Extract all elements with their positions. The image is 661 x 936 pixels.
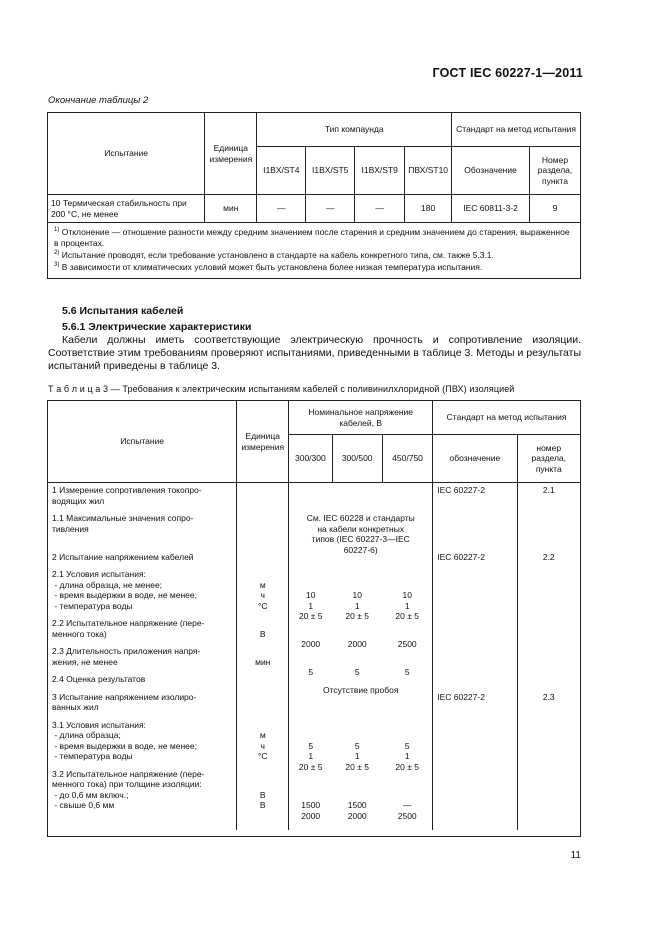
table-row-value: 10	[305, 590, 316, 600]
table-row-test-line: - время выдержки в воде, не менее;	[52, 740, 197, 751]
table-row-section	[522, 769, 576, 780]
table-row-standard	[437, 496, 512, 507]
table-row-test-line: - температура воды	[52, 751, 133, 761]
table-row-value: 5	[404, 740, 410, 751]
table-row-span-value: См. IEC 60228 и стандарты на кабели конкретных типов (IEC 60227-3—IEC 60227-6)	[306, 513, 415, 555]
table-row-value: 1	[354, 600, 360, 611]
table-row-unit	[241, 692, 284, 703]
table-row-test-line: тивления	[52, 523, 89, 534]
table-row-section	[522, 790, 576, 801]
table-row-value	[289, 562, 332, 573]
table-row-standard	[437, 720, 512, 731]
table-row-section	[522, 618, 576, 629]
t2-col-designation: Обозначение	[452, 147, 530, 195]
table-row-value	[289, 580, 332, 591]
table-row-standard	[437, 702, 512, 713]
table-row-value: 2500	[397, 639, 417, 649]
table-row-section	[522, 629, 576, 640]
table-row-unit: В	[259, 628, 266, 639]
table-3	[47, 400, 581, 837]
t2-compound-1: I1BX/ST4	[257, 147, 306, 195]
table-row-unit: В	[259, 789, 266, 800]
table-row-value: 2000	[347, 810, 367, 821]
table-row-test-line: водящих жил	[52, 495, 105, 506]
table-row-section	[522, 674, 576, 685]
page-number: 11	[570, 850, 581, 861]
table-row-value	[382, 713, 432, 724]
table-row-section	[522, 779, 576, 790]
table-row-standard	[437, 751, 512, 762]
table-row-test-line: 3.1 Условия испытания:	[52, 719, 146, 730]
table-row-value: 5	[308, 740, 314, 751]
table-row-section: 2.3	[542, 691, 555, 702]
table-row-test-line: менного тока)	[52, 628, 107, 639]
table-row-value: 1500	[301, 800, 321, 810]
t3-col-test-body	[48, 483, 237, 831]
table-row-value: 1	[404, 600, 410, 611]
table-row-value	[382, 580, 432, 591]
section-paragraph: Кабели должны иметь соответствующие электрическую прочность и сопротивление изоляции. Соответствие этим требованиям проверяют испытаниями, приведенными в таблице 3. Методы и результаты испытаний приведены в таблице 3.	[48, 334, 581, 372]
table-row-unit	[241, 779, 284, 790]
table-row-unit	[241, 769, 284, 780]
table-row-section	[522, 601, 576, 612]
t2-col-test: Испытание	[48, 113, 205, 195]
table-row-value: 2000	[301, 810, 321, 821]
t2-footnotes	[48, 223, 581, 279]
table-row-value: 2000	[301, 639, 321, 649]
t3-col-test: Испытание	[48, 401, 237, 483]
table-row-value	[332, 713, 382, 724]
table-row-standard	[437, 629, 512, 640]
table-row-section	[522, 800, 576, 811]
t3-col-std-body	[433, 483, 517, 831]
table-row-test-line: 2.4 Оценка результатов	[52, 674, 146, 684]
table-row-value: 1	[404, 751, 410, 761]
table-row-test-line: 1.1 Максимальные значения сопро-	[52, 513, 194, 523]
table-row-value	[332, 702, 382, 713]
table-row-span-value: Отсутствие пробоя	[322, 684, 399, 695]
table-row-value	[289, 702, 332, 713]
table-row-standard	[437, 779, 512, 790]
table-row-value	[332, 496, 382, 507]
t3-col-unit: Единица измерения	[237, 401, 289, 483]
table-row-standard: IEC 60227-2	[437, 551, 485, 562]
table-row-section	[522, 741, 576, 752]
t3-voltage-2: 300/500	[332, 435, 382, 483]
t2-col-unit: Единица измерения	[205, 113, 257, 195]
document-header: ГОСТ IEC 60227-1—2011	[432, 66, 583, 80]
table-row-test-line: жения, не менее	[52, 656, 118, 667]
table-row-value	[289, 629, 332, 640]
spacer	[437, 534, 512, 545]
spacer	[52, 534, 232, 545]
table-row-value	[289, 790, 332, 801]
t3-col-unit-body	[237, 483, 289, 831]
t2-row-v4: 180	[405, 195, 452, 223]
table-row-value	[332, 779, 382, 790]
table-row-unit	[241, 524, 284, 535]
table-row-test-line: ванных жил	[52, 702, 99, 712]
table-row-value: 5	[308, 667, 314, 677]
table-row-test-line: 2.2 Испытательное напряжение (пере-	[52, 618, 205, 628]
table-row-section	[522, 646, 576, 657]
table-row-value: 2000	[347, 639, 367, 649]
t3-col-section: номер раздела, пункта	[517, 435, 580, 483]
table-row-value	[382, 730, 432, 741]
table-row-unit	[241, 702, 284, 713]
table-row-value	[289, 496, 332, 507]
table-row-value: 20 ± 5	[345, 761, 369, 772]
t3-col-voltage: Номинальное напряжение кабелей, В	[289, 401, 433, 435]
table-row-standard: IEC 60227-2	[437, 691, 485, 702]
table-row-section	[522, 730, 576, 741]
table-row-value: 20 ± 5	[345, 611, 369, 621]
t2-col-standard: Стандарт на метод испытания	[452, 113, 581, 147]
table-row-value	[332, 485, 382, 496]
table-row-value	[382, 790, 432, 801]
table-row-value	[289, 485, 332, 496]
table-row-standard	[437, 580, 512, 591]
table-row-value: 20 ± 5	[298, 611, 323, 621]
table-row-unit: м	[259, 730, 266, 740]
table-row-value: 5	[404, 667, 410, 677]
table-row-standard	[437, 590, 512, 601]
table-row-standard	[437, 657, 512, 668]
table-row-value: 20 ± 5	[395, 761, 419, 772]
table-row-value: 1	[308, 600, 314, 611]
table-row-section	[522, 569, 576, 580]
table-row-standard	[437, 524, 512, 535]
table-row-value: 1500	[347, 800, 367, 810]
table-row-value: 10	[352, 590, 362, 600]
table-row-test-line: 3.2 Испытательное напряжение (пере-	[52, 768, 205, 779]
table-row-value	[289, 713, 332, 724]
table-row-standard	[437, 800, 512, 811]
table-row-unit: °С	[257, 751, 268, 761]
table-row-value	[332, 629, 382, 640]
footnote-3: $^{3)}$ В зависимости от климатических условий может быть установлена более низкая температура испытания.	[54, 262, 483, 273]
table-row-section	[522, 524, 576, 535]
table-row-standard	[437, 790, 512, 801]
table-row-unit: ч	[260, 740, 265, 751]
t3-voltage-1: 300/300	[289, 435, 332, 483]
table-row-test-line: 1 Измерение сопротивления токопро-	[52, 485, 202, 495]
table-row-section	[522, 513, 576, 524]
table-row-value	[382, 779, 432, 790]
table-row-test-line: - время выдержки в воде, не менее;	[52, 590, 197, 600]
t2-col-section: Номер раздела, пункта	[530, 147, 581, 195]
table-row-test-line: - длина образца, не менее;	[52, 579, 163, 590]
table-row-section	[522, 580, 576, 591]
table-row-unit: мин	[255, 656, 271, 667]
footnote-1: $^{1)}$ Отклонение — отношение разности между средним значением после старения и средним значением до старения, выраженное в процентах.	[54, 227, 570, 249]
table-row-value	[332, 790, 382, 801]
table-row-test-line: 2.1 Условия испытания:	[52, 569, 146, 579]
table-row-value: 1	[354, 751, 360, 761]
t2-row-section: 9	[530, 195, 581, 223]
table-row-value	[382, 496, 432, 507]
table-row-value	[332, 657, 382, 668]
table-row-unit: В	[259, 800, 266, 810]
t2-compound-3: I1BX/ST9	[355, 147, 405, 195]
table-row-value	[332, 730, 382, 741]
table-row-standard	[437, 769, 512, 780]
table-row-test-line: - свыше 0,6 мм	[52, 800, 115, 810]
table-row-standard	[437, 730, 512, 741]
table-row-section	[522, 590, 576, 601]
footnote-2: $^{2)}$ Испытание проводят, если требование установлено в стандарте на кабель конкретного типа, см. также 5.3.1.	[54, 250, 494, 261]
table-row-unit	[241, 618, 284, 629]
table-row-value	[289, 730, 332, 741]
table-row-test-line: менного тока) при толщине изоляции:	[52, 779, 202, 789]
table-row-value	[382, 562, 432, 573]
t2-row-standard: IEC 60811-3-2	[452, 195, 530, 223]
table-row-section	[522, 720, 576, 731]
table-row-unit	[241, 646, 284, 657]
table-row-test-line: - до 0,6 мм включ.;	[52, 789, 129, 800]
table-row-value: 20 ± 5	[395, 611, 419, 621]
t3-voltage-3: 450/750	[382, 435, 432, 483]
table-row-section	[522, 496, 576, 507]
table-row-value	[382, 629, 432, 640]
table-row-section: 2.2	[542, 551, 555, 562]
table-row-section	[522, 702, 576, 713]
table-row-unit: м	[259, 579, 266, 590]
table-row-unit	[241, 485, 284, 496]
table-row-section: 2.1	[542, 485, 555, 495]
t3-bottom-border	[48, 830, 581, 836]
table-row-test-line: 2.3 Длительность приложения напря-	[52, 646, 201, 656]
table-2	[47, 112, 581, 279]
table-row-value	[332, 580, 382, 591]
table-row-standard: IEC 60227-2	[437, 485, 485, 495]
t2-compound-4: ПВХ/ST10	[405, 147, 452, 195]
table-row-value: 5	[354, 740, 360, 751]
t2-row-v1: —	[257, 195, 306, 223]
table-row-standard	[437, 601, 512, 612]
table-row-test-line: 3 Испытание напряжением изолиро-	[52, 691, 197, 702]
table3-caption: Т а б л и ц а 3 — Требования к электрическим испытаниям кабелей с поливинилхлоридной (ПВХ) изоляцией	[48, 384, 515, 394]
section-5-6-heading: 5.6 Испытания кабелей	[62, 305, 184, 317]
table-row-unit	[241, 569, 284, 580]
t3-col-values-body	[289, 483, 433, 831]
table-row-value: 20 ± 5	[298, 761, 323, 772]
table-row-standard	[437, 741, 512, 752]
t2-compound-2: I1BX/ST5	[306, 147, 355, 195]
table-row-value	[382, 657, 432, 668]
spacer	[522, 534, 576, 545]
t3-col-standard: Стандарт на метод испытания	[433, 401, 581, 435]
section-5-6-1-heading: 5.6.1 Электрические характеристики	[62, 321, 252, 333]
table-row-standard	[437, 513, 512, 524]
table-row-unit	[241, 496, 284, 507]
table-row-value: 5	[354, 667, 360, 677]
table-row-value	[332, 562, 382, 573]
table-row-value	[382, 485, 432, 496]
table-row-value	[382, 702, 432, 713]
t2-row-test: 10 Термическая стабильность при 200 °С, не менее	[48, 195, 205, 223]
t3-col-designation: обозначение	[433, 435, 517, 483]
t2-col-compound: Тип компаунда	[257, 113, 452, 147]
table-row-unit	[241, 674, 284, 685]
t2-row-v2: —	[306, 195, 355, 223]
table-row-standard	[437, 646, 512, 657]
table2-caption: Окончание таблицы 2	[48, 95, 149, 106]
table-row-unit	[241, 552, 284, 563]
table-row-standard	[437, 618, 512, 629]
table-row-section	[522, 657, 576, 668]
table-row-unit: ч	[260, 590, 265, 600]
table-row-unit	[241, 720, 284, 731]
spacer	[241, 534, 284, 545]
table-row-test-line: - длина образца;	[52, 730, 121, 740]
table-row-unit: °С	[257, 600, 268, 611]
t2-row-unit: мин	[205, 195, 257, 223]
table-row-test-line: - температура воды	[52, 600, 133, 611]
table-row-value: 2500	[397, 810, 417, 821]
table-row-value	[289, 657, 332, 668]
table-row-value: —	[402, 800, 412, 810]
table-row-standard	[437, 674, 512, 685]
table-row-value: 1	[308, 751, 314, 761]
table-row-standard	[437, 569, 512, 580]
table-row-value: 10	[402, 590, 412, 600]
table-row-unit	[241, 513, 284, 524]
t3-col-sec-body	[517, 483, 580, 831]
table-row-value	[289, 779, 332, 790]
table-row-section	[522, 751, 576, 762]
t2-row-v3: —	[355, 195, 405, 223]
table-row-test-line: 2 Испытание напряжением кабелей	[52, 551, 194, 562]
